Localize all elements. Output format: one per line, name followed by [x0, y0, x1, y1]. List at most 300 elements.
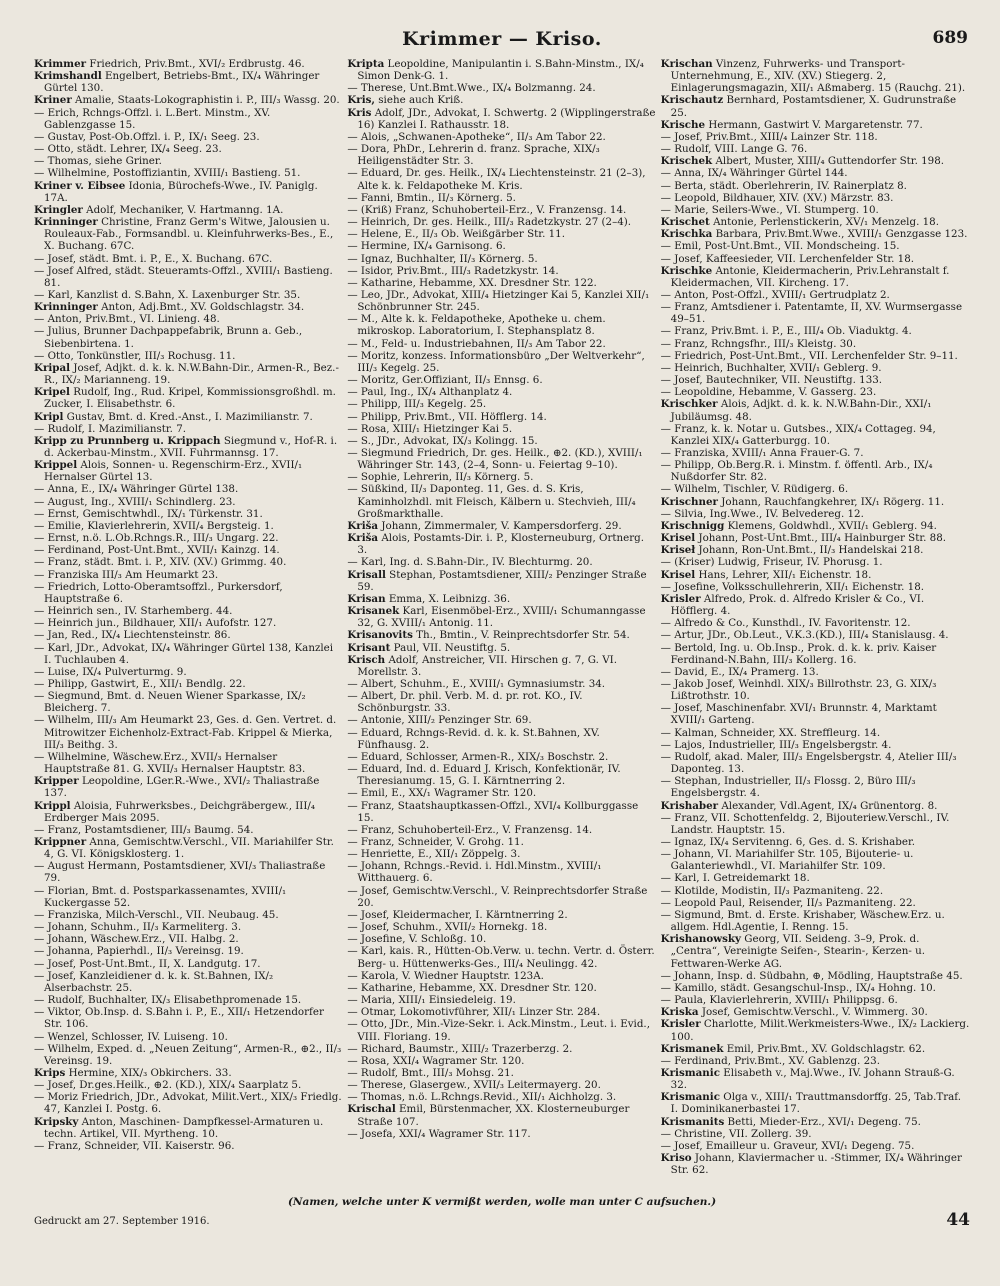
entry-surname: Kris, — [347, 94, 375, 107]
entry-details: — Franz, k. k. Notar u. Gutsbes., XIX/₄ Cottageg. 94, Kanzlei XIX/₄ Gatterburgg. 10. — [660, 422, 936, 447]
directory-entry — [347, 605, 656, 629]
entry-details: — Josef, Schuhm., XVII/₂ Hornekg. 18. — [347, 921, 548, 934]
entry-details: Alois, Sonnen- u. Regenschirm-Erz., XVII/₁ Hernalser Gürtel 13. — [44, 459, 303, 484]
entry-surname: Krismanek — [660, 1042, 724, 1055]
directory-entry — [661, 994, 970, 1006]
directory-entry — [347, 1067, 656, 1079]
directory-entry — [34, 520, 343, 532]
entry-details: — Franz, Schuhoberteil-Erz., V. Franzensg. 14. — [347, 823, 593, 836]
directory-entry — [661, 131, 970, 143]
entry-details: — Otmar, Lokomotivführer, XII/₁ Linzer Str. 284. — [347, 1006, 601, 1019]
entry-details: Betti, Mieder-Erz., XVI/₁ Degeng. 75. — [724, 1115, 921, 1128]
entry-surname: Kriner v. Eibsee — [34, 179, 126, 192]
directory-entry — [661, 872, 970, 884]
directory-entry — [661, 204, 970, 216]
directory-entry — [347, 520, 656, 532]
entry-details: — M., Alte k. k. Feldapotheke, Apotheke u. chem. mikroskop. Laboratorium, I. Stephansplatz 8. — [347, 313, 606, 338]
entry-details: — Josef, Emailleur u. Graveur, XVI/₁ Degeng. 75. — [660, 1139, 915, 1152]
directory-entry — [347, 994, 656, 1006]
directory-entry — [34, 350, 343, 362]
directory-entry — [347, 94, 656, 106]
entry-details: — Albert, Dr. phil. Verb. M. d. pr. rot. KO., IV. Schönburgstr. 33. — [347, 690, 583, 715]
entry-details: Paul, VII. Neustiftg. 5. — [390, 641, 511, 654]
directory-entry — [347, 167, 656, 191]
directory-entry — [347, 350, 656, 374]
entry-details: Alois, Adjkt. d. k. k. N.W.Bahn-Dir., XXI/₁ Jubiläumsg. 48. — [670, 398, 932, 423]
entry-details: Elisabeth v., Maj.Wwe., IV. Johann Strauß-G. 32. — [670, 1066, 955, 1092]
entry-details: — Silvia, Ing.Wwe., IV. Belvedereg. 12. — [660, 507, 864, 520]
entry-details: — Rudolf, akad. Maler, III/₃ Engelsbergstr. 4, Atelier III/₃ Daponteg. 13. — [660, 750, 957, 776]
directory-entry — [347, 787, 656, 799]
directory-entry — [347, 714, 656, 726]
directory-entry — [661, 338, 970, 350]
directory-entry — [347, 569, 656, 593]
entry-surname: Kripsky — [34, 1115, 79, 1128]
entry-details: — Rosa, XIII/₁ Hietzinger Kai 5. — [347, 422, 513, 435]
entry-surname: Kripel — [34, 386, 70, 399]
directory-entry — [661, 447, 970, 459]
directory-entry — [661, 1152, 970, 1176]
entry-details: — Marie, Seilers-Wwe., VI. Stumperg. 10. — [660, 203, 879, 216]
entry-details: — Franz, Postamtsdiener, III/₃ Baumg. 54. — [34, 823, 254, 836]
entry-details: Anton, Adj.Bmt., XV. Goldschlagstr. 34. — [97, 301, 305, 314]
directory-entry — [34, 411, 343, 423]
entry-details: — Siegmund Friedrich, Dr. ges. Heilk., ⊕2. (KD.), XVIII/₁ Währinger Str. 143, (2–4, Sonn- u. Feiertag 9–10). — [347, 447, 643, 472]
entry-details: Antonie, Kleidermacherin, Priv.Lehranstalt f. Kleidermachen, VII. Kircheng. 17. — [670, 264, 950, 289]
directory-entry — [661, 459, 970, 483]
entry-details: — Friedrich, Post-Unt.Bmt., VII. Lerchenfelder Str. 9–11. — [660, 349, 958, 362]
directory-entry — [347, 751, 656, 763]
entry-details: — Fanni, Bmtin., II/₃ Körnerg. 5. — [347, 191, 516, 204]
directory-entry — [661, 836, 970, 848]
entry-details: — Ferdinand, Post-Unt.Bmt., XVII/₁ Kainzg. 14. — [34, 544, 280, 557]
directory-entry — [347, 1128, 656, 1140]
entry-details: Josef, Adjkt. d. k. k. N.W.Bahn-Dir., Armen-R., Bez.-R., IX/₂ Marianneng. 19. — [44, 361, 339, 387]
entry-details: — Josef, Maschinenfabr. XVI/₁ Brunnstr. 4, Marktamt XVIII/₁ Garteng. — [660, 702, 937, 727]
entry-details: — Siegmund, Bmt. d. Neuen Wiener Sparkasse, IX/₂ Bleicherg. 7. — [34, 690, 306, 715]
entry-surname: Krisel — [660, 568, 696, 581]
directory-entry — [34, 265, 343, 289]
directory-entry — [34, 824, 343, 836]
entry-details: siehe auch Kriß. — [375, 94, 464, 107]
directory-entry — [34, 775, 343, 799]
page-title: Krimmer — Kriso. — [402, 28, 602, 50]
entry-details: — Albert, Schuhm., E., XVIII/₁ Gymnasiumstr. 34. — [347, 677, 606, 690]
entry-details: — Johann, Rchngs.-Revid. i. Hdl.Minstm., XVIII/₁ Witthauerg. 6. — [347, 860, 602, 885]
entry-surname: Krippner — [34, 836, 87, 848]
directory-entry — [34, 1031, 343, 1043]
directory-entry — [34, 800, 343, 824]
directory-entry — [347, 216, 656, 228]
entry-details: — Richard, Baumstr., XIII/₂ Trazerberzg. 2. — [347, 1042, 573, 1055]
print-date: Gedruckt am 27. September 1916. — [34, 1216, 210, 1227]
directory-entry — [34, 970, 343, 994]
directory-entry — [661, 180, 970, 192]
entry-details: — Leo, JDr., Advokat, XIII/₄ Hietzinger Kai 5, Kanzlei XII/₁ Schönbrunner Str. 245. — [347, 288, 650, 314]
directory-entry — [661, 569, 970, 581]
entry-surname: Kriska — [660, 1006, 699, 1019]
entry-details: — Maria, XIII/₁ Einsiedeleig. 19. — [347, 994, 516, 1007]
directory-entry — [347, 483, 656, 519]
entry-details: — Franz, Schneider, VII. Kaiserstr. 96. — [34, 1139, 235, 1152]
directory-entry — [34, 678, 343, 690]
entry-details: — Emilie, Klavierlehrerin, XVII/₄ Bergsteig. 1. — [34, 519, 274, 532]
directory-entry — [34, 933, 343, 945]
entry-details: — Heinrich, Dr. ges. Heilk., III/₃ Radetzkystr. 27 (2–4). — [347, 216, 632, 229]
directory-entry — [661, 751, 970, 775]
directory-entry — [661, 398, 970, 422]
entry-details: — Artur, JDr., Ob.Leut., V.K.3.(KD.), III/₄ Stanislausg. 4. — [660, 629, 949, 642]
entry-details: — Josef, Gemischtw.Verschl., V. Reinprechtsdorfer Straße 20. — [347, 884, 648, 909]
sheet-number: 44 — [946, 1210, 970, 1230]
entry-details: — Otto, JDr., Min.-Vize-Sekr. i. Ack.Minstm., Leut. i. Evid., VIII. Floriang. 19. — [347, 1018, 650, 1043]
directory-entry — [34, 836, 343, 860]
directory-column-2 — [347, 58, 656, 1192]
directory-entry — [347, 1006, 656, 1018]
directory-entry — [661, 629, 970, 641]
entry-details: — Wilhelmine, Wäschew.Erz., XVII/₃ Hernalser Hauptstraße 81. G. XVII/₃ Hernalser Hauptstr. 83. — [34, 750, 306, 776]
entry-details: — Alois, „Schwanen-Apotheke“, II/₃ Am Tabor 22. — [347, 130, 606, 143]
entry-surname: Krinninger — [34, 301, 98, 314]
entry-details: — August, Ing., XVIII/₁ Schindlerg. 23. — [34, 495, 236, 508]
entry-details: Anton, Maschinen- Dampfkessel-Armaturen u. techn. Artikel, VII. Myrtheng. 10. — [44, 1115, 324, 1140]
entry-surname: Krischautz — [660, 94, 724, 107]
entry-details: Friedrich, Priv.Bmt., XVI/₂ Erdbrustg. 46. — [86, 58, 305, 70]
entry-details: Emma, X. Leibnizg. 36. — [385, 592, 511, 605]
entry-surname: Kriša — [347, 519, 379, 532]
entry-details: — Eduard, Schlosser, Armen-R., XIX/₃ Boschstr. 2. — [347, 750, 609, 763]
directory-entry — [34, 1043, 343, 1067]
entry-details: — Rosa, XXI/₄ Wagramer Str. 120. — [347, 1054, 525, 1067]
entry-surname: Kriša — [347, 532, 379, 545]
entry-surname: Krinninger — [34, 216, 98, 229]
entry-surname: Krippl — [34, 799, 71, 812]
directory-entry — [661, 496, 970, 508]
directory-entry — [34, 569, 343, 581]
directory-entry — [661, 1128, 970, 1140]
directory-columns — [34, 58, 970, 1192]
entry-details: Th., Bmtin., V. Reinprechtsdorfer Str. 54. — [412, 629, 630, 642]
entry-details: — Klotilde, Modistin, II/₃ Pazmaniteng. 22. — [660, 884, 884, 897]
entry-details: — Isidor, Priv.Bmt., III/₃ Radetzkystr. 14. — [347, 264, 559, 277]
entry-details: Johann, Klaviermacher u. -Stimmer, IX/₄ Währinger Str. 62. — [670, 1152, 962, 1177]
directory-entry — [661, 520, 970, 532]
directory-entry — [661, 58, 970, 94]
entry-details: — Lajos, Industrieller, III/₃ Engelsbergstr. 4. — [660, 738, 892, 751]
directory-entry — [34, 508, 343, 520]
entry-details: Alexander, Vdl.Agent, IX/₄ Grünentorg. 8. — [718, 799, 938, 812]
entry-surname: Kripal — [34, 361, 71, 374]
directory-entry — [347, 642, 656, 654]
directory-entry — [347, 1079, 656, 1091]
entry-details: — Ernst, Gemischtwhdl., IX/₁ Türkenstr. 31. — [34, 507, 263, 520]
directory-entry — [34, 642, 343, 666]
entry-details: — Wilhelmine, Postoffiziantin, XVIII/₁ Bastieng. 51. — [34, 167, 301, 180]
directory-entry — [347, 1103, 656, 1127]
directory-entry — [34, 435, 343, 459]
directory-entry — [661, 848, 970, 872]
entry-details: — Philipp, Priv.Bmt., VII. Höfflerg. 14. — [347, 410, 547, 423]
entry-surname: Krischker — [660, 398, 718, 411]
directory-entry — [34, 289, 343, 301]
directory-entry — [347, 374, 656, 386]
entry-details: — Josefine, Volksschullehrerin, XII/₁ Eichenstr. 18. — [660, 580, 925, 593]
directory-entry — [34, 301, 343, 313]
entry-details: — Karl, Kanzlist d. S.Bahn, X. Laxenburger Str. 35. — [34, 288, 301, 301]
entry-details: — Josefa, XXI/₄ Wagramer Str. 117. — [347, 1127, 531, 1140]
entry-details: — Rudolf, Buchhalter, IX/₃ Elisabethpromenade 15. — [34, 994, 302, 1007]
entry-details: Christine, Franz Germ's Witwe, Jalousien u. Rouleaux-Fab., Formsandbl. u. Kleinfuhrwerks-Bes., E., X. Buchang. 67C. — [44, 216, 334, 253]
entry-details: Bernhard, Postamtsdiener, X. Gudrunstraße 25. — [670, 94, 957, 119]
directory-entry — [34, 690, 343, 714]
entry-surname: Kringler — [34, 203, 83, 216]
directory-entry — [347, 532, 656, 556]
directory-entry — [661, 800, 970, 812]
entry-details: — Erich, Rchngs-Offzl. i. L.Bert. Minstm., XV. Gablenzgasse 15. — [34, 106, 271, 131]
directory-entry — [34, 958, 343, 970]
entry-details: — Josef, Bautechniker, VII. Neustiftg. 133. — [660, 374, 883, 387]
entry-details: Anna, Gemischtw.Verschl., VII. Mariahilfer Str. 4, G. VI. Königsklosterg. 1. — [44, 836, 334, 861]
entry-details: — Philipp, Ob.Berg.R. i. Minstm. f. öffentl. Arb., IX/₄ Nußdorfer Str. 82. — [660, 459, 933, 484]
entry-details: — (Kriser) Ludwig, Friseur, IV. Phorusg. 1. — [660, 556, 883, 569]
directory-entry — [661, 228, 970, 240]
entry-surname: Krischke — [660, 264, 713, 277]
entry-details: Leopoldine, Manipulantin i. S.Bahn-Minstm., IX/₄ Simon Denk-G. 1. — [357, 58, 644, 83]
entry-details: — Bertold, Ing. u. Ob.Insp., Prok. d. k. k. priv. Kaiser Ferdinand-N.Bahn, III/₃ Kollerg. 16. — [660, 641, 937, 666]
directory-entry — [34, 423, 343, 435]
entry-details: Johann, Post-Unt.Bmt., III/₄ Hainburger Str. 88. — [695, 532, 947, 545]
directory-entry — [347, 690, 656, 714]
directory-entry — [347, 240, 656, 252]
entry-details: — Josef, Kleidermacher, I. Kärntnerring 2. — [347, 908, 568, 921]
directory-entry — [34, 885, 343, 909]
entry-details: — Josefine, V. Schloßg. 10. — [347, 933, 487, 946]
directory-entry — [347, 848, 656, 860]
directory-entry — [347, 143, 656, 167]
entry-details: Hermine, XIX/₃ Obkirchers. 33. — [65, 1066, 232, 1079]
page-header — [36, 28, 968, 54]
entry-details: Idonia, Bürochefs-Wwe., IV. Paniglg. 17A. — [44, 179, 318, 204]
entry-details: Leopoldine, LGer.R.-Wwe., XVI/₂ Thaliastraße 137. — [44, 775, 320, 800]
entry-details: — Heinrich sen., IV. Starhemberg. 44. — [34, 605, 233, 618]
directory-entry — [661, 544, 970, 556]
entry-details: — Süßkind, II/₃ Daponteg. 11, Ges. d. S. Kris, Kaminholzhdl. mit Fleisch, Kälbern u. Stechvieh, III/₄ Großmarkthalle. — [347, 483, 636, 520]
entry-surname: Krische — [660, 118, 706, 131]
entry-details: — Franziska, Milch-Verschl., VII. Neubaug. 45. — [34, 908, 279, 921]
entry-surname: Krips — [34, 1066, 66, 1079]
directory-entry — [34, 1067, 343, 1079]
entry-surname: Krismanic — [660, 1091, 720, 1104]
entry-details: Rudolf, Ing., Rud. Kripel, Kommissionsgroßhdl. m. Zucker, I. Elisabethstr. 6. — [44, 386, 336, 411]
directory-entry — [661, 240, 970, 252]
entry-details: Vinzenz, Fuhrwerks- und Transport-Unternehmung, E., XIV. (XV.) Stiegerg. 2, Einlagerungsmagazin, XII/₁ Aßmaberg. 15 (Rauchg. 21). — [670, 58, 966, 95]
directory-entry — [34, 605, 343, 617]
directory-entry — [347, 593, 656, 605]
directory-entry — [347, 885, 656, 909]
directory-entry — [347, 909, 656, 921]
directory-entry — [34, 70, 343, 94]
entry-surname: Kripl — [34, 410, 64, 423]
entry-details: — (Kriß) Franz, Schuhoberteil-Erz., V. Franzensg. 14. — [347, 203, 627, 216]
directory-entry — [661, 374, 970, 386]
entry-details: Albert, Muster, XIII/₄ Guttendorfer Str. 198. — [712, 155, 945, 168]
directory-entry — [661, 423, 970, 447]
entry-details: — Thomas, n.ö. L.Rchngs.Revid., XII/₁ Aichholzg. 3. — [347, 1091, 617, 1104]
directory-entry — [661, 581, 970, 593]
entry-details: — Helene, E., II/₃ Ob. Weißgärber Str. 11. — [347, 228, 565, 241]
directory-entry — [34, 94, 343, 106]
directory-entry — [34, 556, 343, 568]
directory-entry — [34, 921, 343, 933]
directory-entry — [661, 982, 970, 994]
directory-entry — [661, 192, 970, 204]
directory-entry — [347, 82, 656, 94]
entry-surname: Krisler — [660, 1018, 701, 1031]
entry-surname: Kris — [347, 106, 372, 119]
page-footer — [34, 1196, 970, 1236]
directory-entry — [661, 325, 970, 337]
directory-entry — [34, 581, 343, 605]
entry-surname: Krippel — [34, 459, 78, 472]
directory-entry — [347, 338, 656, 350]
directory-entry — [347, 970, 656, 982]
entry-surname: Krimshandl — [34, 70, 102, 83]
entry-details: Klemens, Goldwhdl., XVII/₁ Geblerg. 94. — [724, 519, 937, 532]
directory-entry — [661, 739, 970, 751]
directory-entry — [34, 459, 343, 483]
page-number: 689 — [932, 28, 968, 48]
directory-entry — [34, 532, 343, 544]
entry-surname: Krimmer — [34, 58, 87, 70]
directory-entry — [661, 970, 970, 982]
entry-surname: Krischan — [660, 58, 713, 70]
directory-entry — [661, 1018, 970, 1042]
entry-details: — Jan, Red., IX/₄ Liechtensteinstr. 86. — [34, 629, 231, 642]
entry-surname: Krischka — [660, 228, 713, 241]
directory-entry — [661, 301, 970, 325]
directory-entry — [661, 265, 970, 289]
directory-entry — [661, 727, 970, 739]
entry-details: — Alfredo & Co., Kunsthdl., IV. Favoritenstr. 12. — [660, 617, 911, 630]
entry-details: — Johann, Wäschew.Erz., VII. Halbg. 2. — [34, 933, 239, 946]
directory-entry — [34, 629, 343, 641]
directory-entry — [34, 1116, 343, 1140]
entry-details: — Josef, Kaffeesieder, VII. Lerchenfelder Str. 18. — [660, 252, 915, 265]
directory-entry — [661, 155, 970, 167]
entry-details: Amalie, Staats-Lokographistin i. P., III/₃ Wassg. 20. — [71, 94, 340, 107]
directory-entry — [34, 1006, 343, 1030]
directory-entry — [34, 544, 343, 556]
directory-entry — [661, 216, 970, 228]
directory-entry — [661, 812, 970, 836]
directory-entry — [34, 313, 343, 325]
entry-details: — Dora, PhDr., Lehrerin d. franz. Sprache, XIX/₃ Heiligenstädter Str. 3. — [347, 143, 600, 168]
entry-details: — Viktor, Ob.Insp. d. S.Bahn i. P., E., XII/₁ Hetzendorfer Str. 106. — [34, 1006, 324, 1031]
entry-details: Johann, Ron-Unt.Bmt., II/₃ Handelskai 218. — [695, 544, 924, 557]
directory-entry — [347, 629, 656, 641]
directory-entry — [347, 423, 656, 435]
entry-details: — Josef, Priv.Bmt., XIII/₄ Lainzer Str. 118. — [660, 130, 878, 143]
directory-entry — [347, 277, 656, 289]
entry-details: — Paul, Ing., IX/₄ Althanplatz 4. — [347, 386, 513, 399]
directory-entry — [347, 1055, 656, 1067]
directory-entry — [661, 94, 970, 118]
entry-details: — Moritz, konzess. Informationsbüro „Der Weltverkehr“, III/₃ Kegelg. 25. — [347, 349, 645, 374]
directory-entry — [347, 678, 656, 690]
entry-surname: Kriso — [660, 1152, 692, 1165]
entry-details: Karl, Eisenmöbel-Erz., XVIII/₁ Schumanngasse 32, G. XVIII/₁ Antonig. 11. — [357, 605, 646, 630]
entry-surname: Krischal — [347, 1103, 396, 1116]
entry-details: — Thomas, siehe Griner. — [34, 155, 162, 168]
directory-entry — [661, 1140, 970, 1152]
directory-entry — [34, 994, 343, 1006]
entry-details: — Philipp, Gastwirt, E., XII/₁ Bendlg. 22. — [34, 677, 246, 690]
directory-entry — [347, 933, 656, 945]
entry-details: — Karl, I. Getreidemarkt 18. — [660, 872, 810, 885]
entry-details: Emil, Priv.Bmt., XV. Goldschlagstr. 62. — [723, 1042, 926, 1055]
directory-entry — [347, 192, 656, 204]
directory-entry — [347, 228, 656, 240]
entry-surname: Krischner — [660, 495, 718, 508]
entry-surname: Krischnigg — [660, 519, 725, 532]
directory-entry — [661, 350, 970, 362]
entry-surname: Kriseł — [660, 544, 696, 557]
directory-entry — [661, 532, 970, 544]
entry-details: — Katharine, Hebamme, XX. Dresdner Str. 120. — [347, 981, 597, 994]
entry-details: Engelbert, Betriebs-Bmt., IX/₄ Währinger Gürtel 130. — [44, 70, 320, 95]
directory-entry — [34, 496, 343, 508]
entry-details: — Anna, IX/₄ Währinger Gürtel 144. — [660, 167, 848, 180]
entry-details: Alois, Postamts-Dir. i. P., Klosterneuburg, Ortnerg. 3. — [357, 532, 645, 557]
entry-details: Emil, Bürstenmacher, XX. Klosterneuburger Straße 107. — [357, 1103, 630, 1128]
entry-details: — Therese, Unt.Bmt.Wwe., IX/₄ Bolzmanng. 24. — [347, 82, 596, 95]
directory-entry — [34, 860, 343, 884]
directory-entry — [661, 253, 970, 265]
entry-details: — Johann, Schuhm., II/₃ Karmeliterg. 3. — [34, 921, 242, 934]
directory-entry — [347, 471, 656, 483]
entry-details: — Henriette, E., XII/₁ Zöppelg. 3. — [347, 848, 521, 861]
entry-details: — Kamillo, städt. Gesangschul-Insp., IX/₄ Hohng. 10. — [660, 981, 936, 994]
entry-details: — Eduard, Dr. ges. Heilk., IX/₄ Liechtensteinstr. 21 (2–3), Alte k. k. Feldapotheke M. Kris. — [347, 167, 646, 192]
entry-details: — Franz, Priv.Bmt. i. P., E., III/₄ Ob. Viaduktg. 4. — [660, 325, 912, 338]
directory-column-1 — [34, 58, 343, 1192]
directory-entry — [34, 325, 343, 349]
entry-surname: Krismanic — [660, 1066, 720, 1079]
directory-entry — [34, 617, 343, 629]
entry-details: — August Hermann, Postamtsdiener, XVI/₃ Thaliastraße 79. — [34, 860, 326, 885]
directory-entry — [347, 727, 656, 751]
directory-entry — [347, 945, 656, 969]
entry-details: — Ignaz, Buchhalter, II/₃ Körnerg. 5. — [347, 252, 538, 265]
directory-entry — [347, 265, 656, 277]
entry-details: Barbara, Priv.Bmt.Wwe., XVIII/₁ Genzgasse 123. — [712, 228, 968, 241]
directory-entry — [34, 167, 343, 179]
directory-entry — [34, 131, 343, 143]
entry-surname: Krisel — [660, 532, 696, 545]
directory-entry — [347, 107, 656, 131]
entry-details: — Luise, IX/₄ Pulverturmg. 9. — [34, 665, 187, 678]
entry-details: — Therese, Glasergew., XVII/₃ Leitermayerg. 20. — [347, 1079, 601, 1092]
directory-entry — [347, 411, 656, 423]
entry-details: — Wilhelm, III/₃ Am Heumarkt 23, Ges. d. Gen. Vertret. d. Mitrowitzer Eichenholz-Extract-Fab. Krippel & Mierka, III/₃ Beithg. 3. — [34, 714, 337, 751]
directory-entry — [34, 1091, 343, 1115]
entry-details: — Leopold Paul, Reisender, II/₃ Pazmaniteng. 22. — [660, 896, 916, 909]
entry-details: — Heinrich jun., Bildhauer, XII/₁ Aufofstr. 127. — [34, 617, 277, 630]
directory-entry — [661, 556, 970, 568]
entry-details: — Otto, Tonkünstler, III/₃ Rochusg. 11. — [34, 349, 236, 362]
directory-entry — [34, 666, 343, 678]
directory-entry — [34, 58, 343, 70]
